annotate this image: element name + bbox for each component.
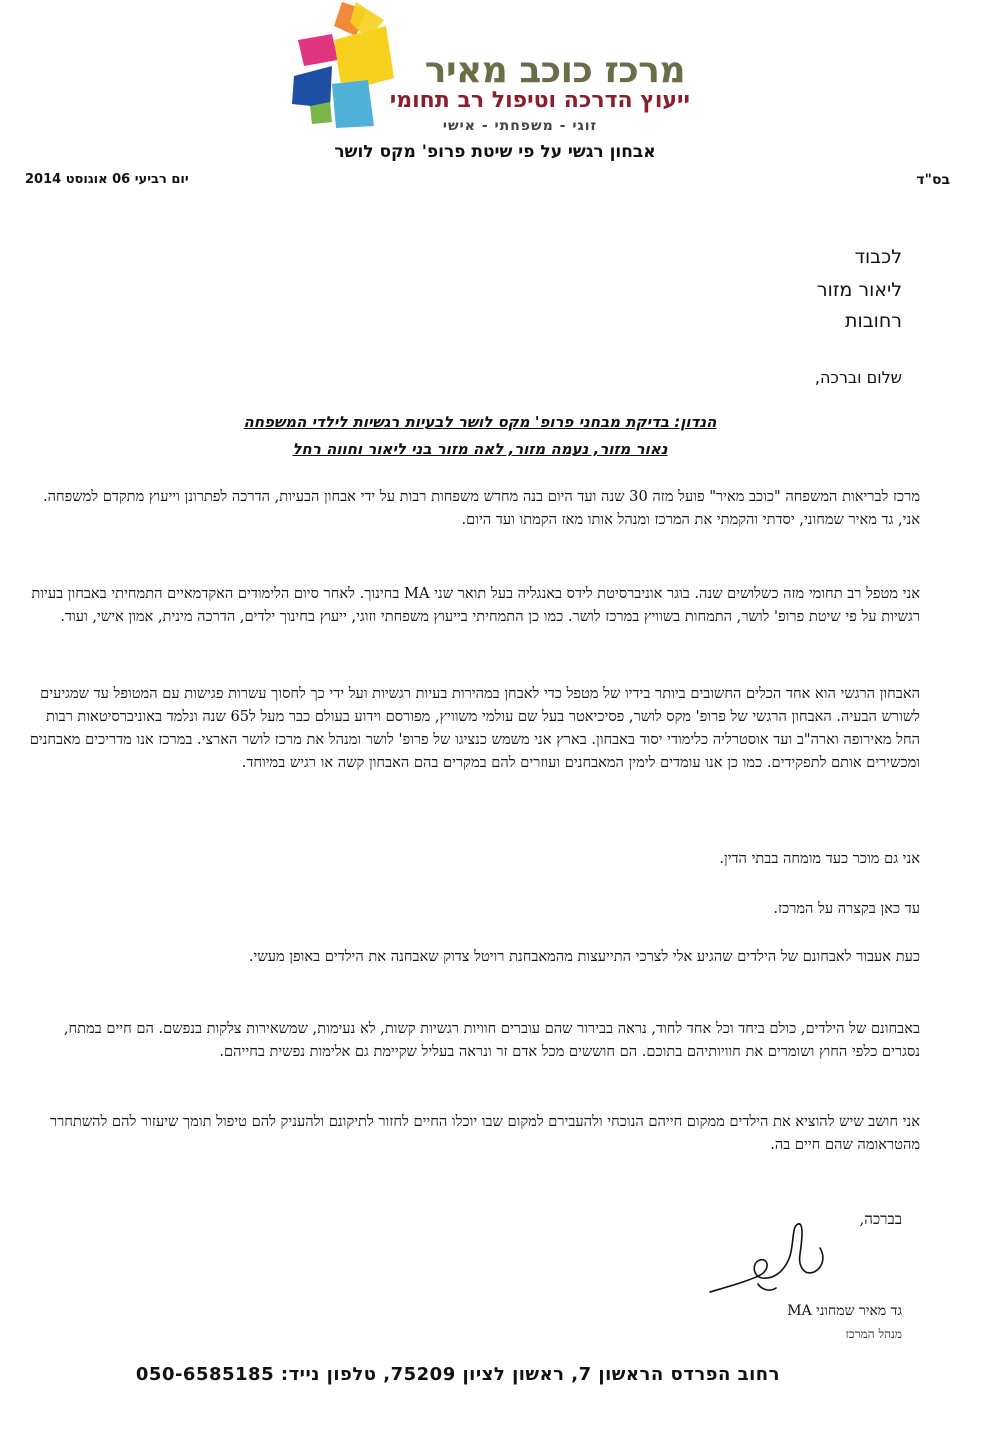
- address-line-city: רחובות: [845, 310, 902, 332]
- logo: [290, 0, 690, 140]
- greeting: שלום וברכה,: [814, 368, 902, 387]
- footer-contact: רחוב הפרדס הראשון 7, ראשון לציון 75209, טלפון נייד: 050-6585185: [135, 1364, 780, 1385]
- paragraph-center-intro: מרכז לבריאות המשפחה "כוכב מאיר" פועל מזה 30 שנה ועד היום בנה מחדש משפחות רבות על ידי אבחון הבעיות, הדרכה לפתרונן וייעוץ מתקדם למשפחה. אני, גד מאיר שמחוני, יסדתי והקמתי את המרכז ומנהל אותו מאז הקמתו ועד היום.: [42, 488, 920, 528]
- paragraph-emotional-diagnosis: האבחון הרגשי הוא אחד הכלים החשובים ביותר בידיו של מטפל כדי לאבחן במהירות בעיות רגשיות ועל ידי כך לחסוך עשרות פגישות עם המטופל עד שמגיעים לשורש הבעיה. האבחון הרגשי של פרופ' מקס לושר, פסיכיאטר בעל שם עולמי משוויץ, מפורסם וידוע בעולם כבר מעל ל65 שנה ונלמד באוניברסיטאות רבות החל מאירופה וארה"ב ועד אוסטרליה כלימודי יסוד באבחון. בארץ אני משמש כנציגו של פרופ' לושר ומנהל את מרכז לושר הארצי. במרכז אנו מדריכים מאבחנים ומכשירים אותם לתפקידים. כמו כן אנו עומדים לימין המאבחנים ועוזרים להם במקרים בהם האבחון קשה או רגיש במיוחד.: [29, 685, 920, 771]
- address-line-to: לכבוד: [854, 246, 902, 268]
- signer-role: מנהל המרכז: [845, 1327, 902, 1341]
- logo-subtitle: זוגי - משפחתי - אישי: [442, 118, 598, 134]
- letter-date: יום רביעי 06 אוגוסט 2014: [25, 172, 189, 187]
- bsd-mark: בס"ד: [916, 172, 950, 188]
- signer-name: גד מאיר שמחוני MA: [787, 1303, 902, 1319]
- paragraph-findings: באבחונם של הילדים, כולם ביחד וכל אחד לחוד, נראה בבירור שהם עוברים חוויות רגשיות קשות, לא נעימות, שמשאירות צלקות בנפשם. הם חיים במתח, נסגרים כלפי החוץ ושומרים את חוויותיהם בתוכם. הם חוששים מכל אדם זר ונראה בעליל שקיימת גם אלימות נפשית בחייהם.: [63, 1020, 920, 1060]
- subject-line-1: הנדון: בדיקת מבחני פרופ' מקס לושר לבעיות רגשיות לילדי המשפחה: [243, 413, 717, 431]
- document-heading: אבחון רגשי על פי שיטת פרופ' מקס לושר: [334, 142, 656, 162]
- subject-line-2: נאור מזור, נעמה מזור, לאה מזור בני ליאור וחווה רחל: [292, 440, 668, 458]
- paragraph-expert-witness: אני גם מוכר כעד מומחה בבתי הדין.: [719, 850, 920, 867]
- logo-tagline: ייעוץ הדרכה וטיפול רב תחומי: [389, 88, 690, 113]
- address-line-name: ליאור מזור: [816, 279, 902, 301]
- signature-image: [700, 1218, 830, 1308]
- logo-name: מרכז כוכב מאיר: [424, 50, 685, 91]
- paragraph-therapist-bio: אני מטפל רב תחומי מזה כשלושים שנה. בוגר אוניברסיטת לידס באנגליה בעל תואר שני MA בחינוך. לאחר סיום הלימודים האקדמאיים התמחיתי באבחון בעיות רגשיות על פי שיטת פרופ' לושר, התמחות בשוויץ במרכז לושר. כמו כן התמחיתי בייעוץ משפחתי וזוגי, ייעוץ בחינוך ילדים, הדרכה מינית, אמון אישי, ועוד.: [31, 585, 920, 625]
- paragraph-recommendation: אני חושב שיש להוציא את הילדים ממקום חייהם הנוכחי ולהעבירם למקום שבו יוכלו החיים לחזור לתיקונם ולהעניק להם טיפול תומך שיעזור להם להשתחרר מהטראומה שהם חיים בה.: [49, 1113, 920, 1153]
- paragraph-summary: עד כאן בקצרה על המרכז.: [773, 900, 920, 917]
- closing: בברכה,: [859, 1210, 902, 1228]
- paragraph-children-intro: כעת אעבור לאבחונם של הילדים שהגיע אלי לצרכי התייעצות מהמאבחנת רויטל צדוק שאבחנה את הילדים באופן מעשי.: [248, 948, 920, 965]
